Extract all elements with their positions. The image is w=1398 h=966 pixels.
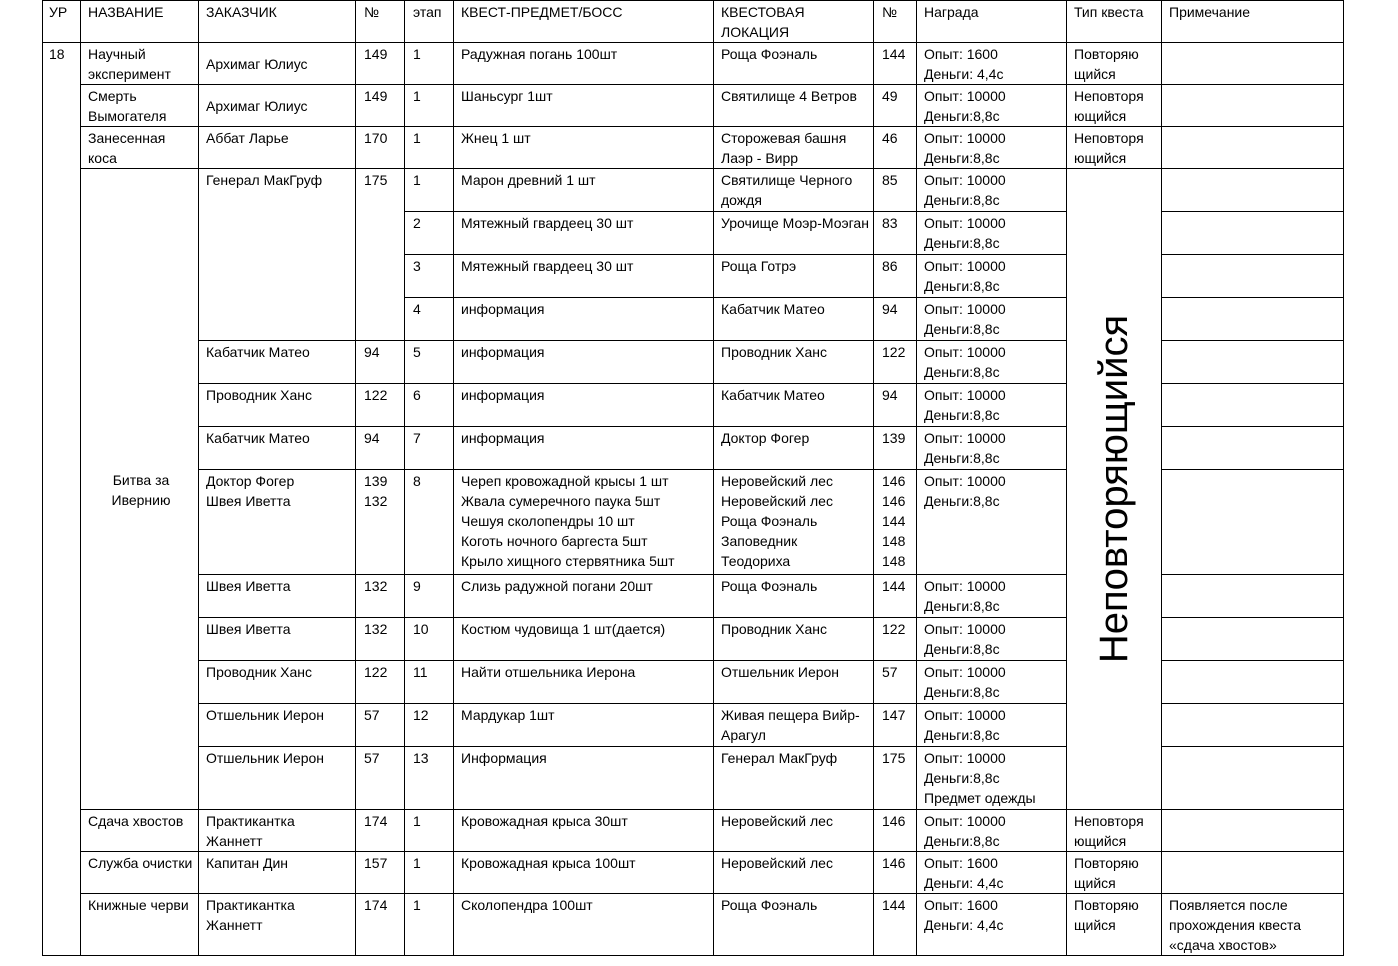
client-cell: Кабатчик Матео [199,426,356,469]
client-cell: Капитан Дин [199,852,356,894]
location-cell: Отшельник Иерон [714,660,874,703]
location-number-cell: 94 [874,383,917,426]
reward-cell: Опыт: 10000 Деньги:8,8с Предмет одежды [917,746,1067,809]
client-number-cell: 175 [356,169,405,341]
location-number-cell: 139 [874,426,917,469]
location-number-cell: 49 [874,85,917,127]
table-row [43,85,1344,127]
client-number-cell: 149 [356,43,405,85]
stage-cell: 7 [405,426,454,469]
client-cell: Швея Иветта [199,574,356,617]
location-number-cell: 146 146 144 148 148 [874,469,917,574]
quest-item-cell: Слизь радужной погани 20шт [454,574,714,617]
client-cell: Практикантка Жаннетт [199,810,356,852]
reward-cell: Опыт: 10000 Деньги:8,8с [917,254,1067,297]
level-cell: 18 [43,43,81,956]
stage-cell: 13 [405,746,454,809]
client-cell: Швея Иветта [199,617,356,660]
stage-cell: 5 [405,340,454,383]
table-row [43,852,1344,894]
location-cell: Генерал МакГруф [714,746,874,809]
location-number-cell: 46 [874,127,917,169]
stage-cell: 10 [405,617,454,660]
table-row [43,43,1344,85]
reward-cell: Опыт: 10000 Деньги:8,8с [917,426,1067,469]
location-cell: Роща Фоэналь [714,894,874,956]
stage-cell: 4 [405,297,454,340]
stage-cell: 1 [405,810,454,852]
quest-item-cell: Мятежный гвардеец 30 шт [454,211,714,254]
reward-cell: Опыт: 1600 Деньги: 4,4с [917,852,1067,894]
note-cell [1162,340,1344,383]
location-cell: Урочище Моэр-Моэган [714,211,874,254]
reward-cell: Опыт: 10000 Деньги:8,8с [917,169,1067,212]
header-reward: Награда [917,1,1067,43]
header-quest-location: КВЕСТОВАЯ ЛОКАЦИЯ [714,1,874,43]
location-cell: Кабатчик Матео [714,383,874,426]
header-client-number: № [356,1,405,43]
note-cell [1162,254,1344,297]
client-number-cell: 132 [356,574,405,617]
header-quest-type: Тип квеста [1067,1,1162,43]
reward-cell: Опыт: 10000 Деньги:8,8с [917,810,1067,852]
quest-name-cell: Битва за Ивернию [81,169,199,810]
client-number-cell: 57 [356,746,405,809]
client-number-cell: 174 [356,894,405,956]
quest-name-cell: Сдача хвостов [81,810,199,852]
note-cell [1162,169,1344,212]
reward-cell: Опыт: 10000 Деньги:8,8с [917,297,1067,340]
client-cell: Проводник Ханс [199,660,356,703]
reward-cell: Опыт: 1600 Деньги: 4,4с [917,894,1067,956]
quest-item-cell: Жнец 1 шт [454,127,714,169]
quest-item-cell: Кровожадная крыса 30шт [454,810,714,852]
location-cell: Кабатчик Матео [714,297,874,340]
client-cell: Доктор Фогер Швея Иветта [199,469,356,574]
client-number-cell: 94 [356,426,405,469]
location-number-cell: 122 [874,617,917,660]
quest-name-cell: Служба очистки [81,852,199,894]
client-cell: Аббат Ларье [199,127,356,169]
location-number-cell: 86 [874,254,917,297]
stage-cell: 1 [405,127,454,169]
quest-item-cell: Кровожадная крыса 100шт [454,852,714,894]
stage-cell: 1 [405,169,454,212]
header-level: УР [43,1,81,43]
reward-cell: Опыт: 10000 Деньги:8,8с [917,617,1067,660]
quest-item-cell: Мятежный гвардеец 30 шт [454,254,714,297]
location-cell: Неровейский лес [714,852,874,894]
quest-type-vertical-label: Неповторяющийся [1092,314,1136,664]
stage-cell: 3 [405,254,454,297]
client-cell: Архимаг Юлиус [199,43,356,85]
stage-cell: 9 [405,574,454,617]
location-number-cell: 147 [874,703,917,746]
quest-item-cell: Костюм чудовища 1 шт(дается) [454,617,714,660]
header-stage: этап [405,1,454,43]
note-cell [1162,426,1344,469]
stage-cell: 2 [405,211,454,254]
stage-cell: 1 [405,43,454,85]
header-note: Примечание [1162,1,1344,43]
location-cell: Святилище 4 Ветров [714,85,874,127]
quest-item-cell: информация [454,297,714,340]
client-number-cell: 122 [356,383,405,426]
location-cell: Неровейский лес [714,810,874,852]
location-cell: Сторожевая башня Лаэр - Вирр [714,127,874,169]
client-number-cell: 57 [356,703,405,746]
quest-table [42,0,1344,956]
client-cell: Отшельник Иерон [199,746,356,809]
quest-item-cell: Сколопендра 100шт [454,894,714,956]
stage-cell: 12 [405,703,454,746]
table-row [43,894,1344,956]
quest-item-cell: Мардукар 1шт [454,703,714,746]
quest-item-cell: Информация [454,746,714,809]
header-row [43,1,1344,43]
location-number-cell: 144 [874,894,917,956]
quest-type-cell: Повторяю щийся [1067,894,1162,956]
client-number-cell: 139 132 [356,469,405,574]
client-number-cell: 174 [356,810,405,852]
quest-item-cell: информация [454,426,714,469]
note-cell [1162,617,1344,660]
note-cell [1162,297,1344,340]
location-number-cell: 144 [874,574,917,617]
header-name: НАЗВАНИЕ [81,1,199,43]
location-number-cell: 144 [874,43,917,85]
client-cell: Практикантка Жаннетт [199,894,356,956]
note-cell [1162,746,1344,809]
location-number-cell: 94 [874,297,917,340]
location-cell: Святилище Черного дождя [714,169,874,212]
quest-name-cell: Смерть Вымогателя [81,85,199,127]
note-cell [1162,43,1344,85]
reward-cell: Опыт: 1600 Деньги: 4,4с [917,43,1067,85]
stage-cell: 6 [405,383,454,426]
note-cell [1162,574,1344,617]
note-cell [1162,810,1344,852]
client-number-cell: 149 [356,85,405,127]
header-client: ЗАКАЗЧИК [199,1,356,43]
reward-cell: Опыт: 10000 Деньги:8,8с [917,703,1067,746]
client-number-cell: 122 [356,660,405,703]
location-number-cell: 122 [874,340,917,383]
stage-cell: 1 [405,85,454,127]
note-cell [1162,469,1344,574]
stage-cell: 1 [405,894,454,956]
reward-cell: Опыт: 10000 Деньги:8,8с [917,383,1067,426]
reward-cell: Опыт: 10000 Деньги:8,8с [917,574,1067,617]
stage-cell: 1 [405,852,454,894]
quest-type-cell: Неповторя ющийся [1067,85,1162,127]
location-number-cell: 85 [874,169,917,212]
location-number-cell: 83 [874,211,917,254]
reward-cell: Опыт: 10000 Деньги:8,8с [917,127,1067,169]
reward-cell: Опыт: 10000 Деньги:8,8с [917,660,1067,703]
quest-item-cell: Марон древний 1 шт [454,169,714,212]
location-number-cell: 57 [874,660,917,703]
quest-type-cell: Неповторя ющийся [1067,810,1162,852]
quest-name-cell: Научный эксперимент [81,43,199,85]
reward-cell: Опыт: 10000 Деньги:8,8с [917,340,1067,383]
quest-name-cell: Занесенная коса [81,127,199,169]
location-cell: Доктор Фогер [714,426,874,469]
location-number-cell: 146 [874,852,917,894]
quest-type-cell: Повторяю щийся [1067,852,1162,894]
location-cell: Проводник Ханс [714,617,874,660]
quest-name-cell: Книжные черви [81,894,199,956]
client-number-cell: 170 [356,127,405,169]
quest-type-cell: Повторяю щийся [1067,43,1162,85]
table-row [43,810,1344,852]
note-cell [1162,852,1344,894]
note-cell [1162,660,1344,703]
quest-item-cell: Шаньсург 1шт [454,85,714,127]
note-cell [1162,127,1344,169]
client-number-cell: 132 [356,617,405,660]
table-row [43,127,1344,169]
reward-cell: Опыт: 10000 Деньги:8,8с [917,211,1067,254]
header-location-number: № [874,1,917,43]
location-cell: Проводник Ханс [714,340,874,383]
quest-item-cell: Череп кровожадной крысы 1 шт Жвала сумеречного паука 5шт Чешуя сколопендры 10 шт Коготь ночного баргеста 5шт Крыло хищного стервятника 5шт [454,469,714,574]
note-cell [1162,85,1344,127]
location-number-cell: 146 [874,810,917,852]
reward-cell: Опыт: 10000 Деньги:8,8с [917,85,1067,127]
quest-item-cell: информация [454,340,714,383]
stage-cell: 8 [405,469,454,574]
quest-type-cell: Неповторя ющийся [1067,127,1162,169]
location-cell: Роща Готрэ [714,254,874,297]
location-cell: Роща Фоэналь [714,574,874,617]
client-cell: Проводник Ханс [199,383,356,426]
quest-item-cell: информация [454,383,714,426]
quest-item-cell: Радужная погань 100шт [454,43,714,85]
location-cell: Роща Фоэналь [714,43,874,85]
location-cell: Живая пещера Вийр-Арагул [714,703,874,746]
note-cell [1162,383,1344,426]
header-quest-item: КВЕСТ-ПРЕДМЕТ/БОСС [454,1,714,43]
quest-item-cell: Найти отшельника Иерона [454,660,714,703]
reward-cell: Опыт: 10000 Деньги:8,8с [917,469,1067,574]
note-cell [1162,211,1344,254]
location-cell: Неровейский лес Неровейский лес Роща Фоэналь Заповедник Теодориха [714,469,874,574]
client-cell: Генерал МакГруф [199,169,356,341]
note-cell: Появляется после прохождения квеста «сдача хвостов» [1162,894,1344,956]
note-cell [1162,703,1344,746]
client-number-cell: 94 [356,340,405,383]
client-number-cell: 157 [356,852,405,894]
client-cell: Архимаг Юлиус [199,85,356,127]
stage-cell: 11 [405,660,454,703]
table-row [43,169,1344,212]
location-number-cell: 175 [874,746,917,809]
client-cell: Кабатчик Матео [199,340,356,383]
quest-type-vertical-cell [1067,169,1162,810]
client-cell: Отшельник Иерон [199,703,356,746]
